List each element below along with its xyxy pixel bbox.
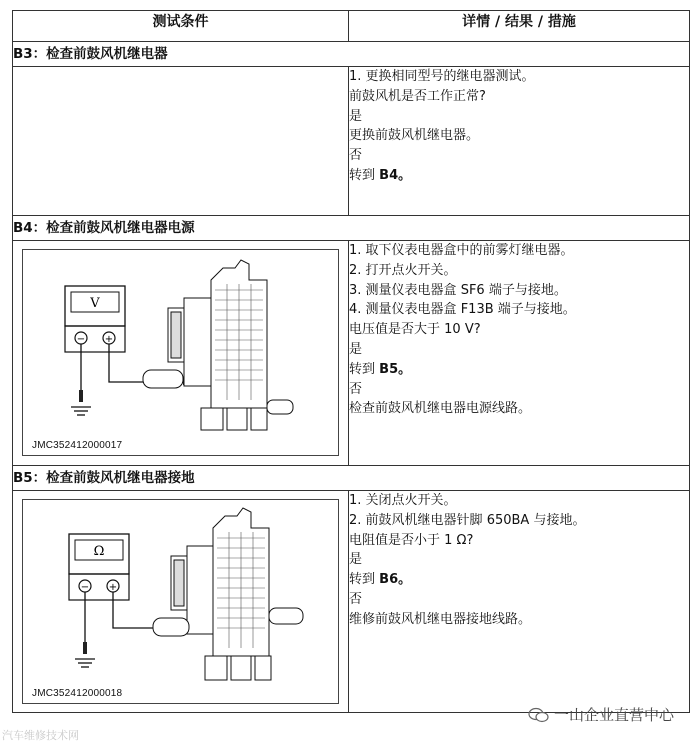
b4-step-1: 1. 取下仪表电器盒中的前雾灯继电器。: [349, 243, 574, 258]
b3-question: 前鼓风机是否工作正常?: [349, 88, 486, 104]
b4-no: 否: [349, 381, 363, 397]
b4-step-2: 2. 打开点火开关。: [349, 262, 457, 278]
section-b3-title: B3：检查前鼓风机继电器: [13, 42, 690, 67]
relay-blocks-2: [205, 656, 271, 680]
fuse-box: [143, 260, 293, 414]
header-condition: 测试条件: [13, 11, 349, 42]
b5-step-1: 1. 关闭点火开关。: [349, 493, 457, 508]
section-b3-condition: [13, 67, 349, 216]
section-b4-body-row: [13, 241, 690, 466]
ohm-meter-lower: [69, 574, 129, 600]
b5-diagram: [22, 499, 339, 704]
b5-yes-action: 转到 B6。: [349, 572, 412, 588]
ground-probe: [79, 390, 83, 402]
wechat-icon: [528, 706, 550, 724]
ohm-plus-label: +: [108, 582, 118, 593]
b3-no-action: 转到 B4。: [349, 167, 412, 183]
b3-yes-action: 更换前鼓风机继电器。: [349, 128, 480, 144]
b4-question: 电压值是否大于 10 V?: [349, 322, 481, 338]
section-b4-title: B4：检查前鼓风机继电器电源: [13, 216, 690, 241]
b5-step-2: 2. 前鼓风机继电器针脚 650BA 与接地。: [349, 512, 586, 528]
watermark-right: [528, 704, 674, 725]
section-b5-detail: [349, 491, 690, 713]
b5-question: 电阻值是否小于 1 Ω?: [349, 532, 474, 548]
section-b5-condition: [13, 491, 349, 713]
b4-diagram-svg: [23, 250, 340, 457]
minus-label: −: [76, 334, 86, 345]
b5-no: 否: [349, 591, 363, 607]
meter-lower: [65, 326, 125, 352]
watermark-left: 汽车维修技术网: [2, 729, 79, 742]
b4-yes: 是: [349, 341, 363, 357]
meter-symbol-ohm: Ω: [93, 544, 105, 559]
b4-step-4: 4. 测量仪表电器盒 F13B 端子与接地。: [349, 302, 576, 318]
b4-yes-action: 转到 B5。: [349, 361, 412, 377]
section-b5-title: B5：检查前鼓风机继电器接地: [13, 466, 690, 491]
b5-no-action: 维修前鼓风机继电器接地线路。: [349, 611, 532, 627]
ohm-ground-probe: [83, 642, 87, 654]
section-b3-title-row: [13, 42, 690, 67]
b4-step-3: 3. 测量仪表电器盒 SF6 端子与接地。: [349, 282, 567, 298]
section-b5-title-row: [13, 466, 690, 491]
section-b3-detail: [349, 67, 690, 216]
b4-diagram: [22, 249, 339, 456]
meter-symbol-v: V: [90, 296, 100, 311]
b3-yes: 是: [349, 108, 363, 124]
watermark-right-text: 一山企业直营中心: [553, 706, 674, 724]
table-header-row: [13, 11, 690, 42]
section-b4-condition: [13, 241, 349, 466]
ohm-minus-label: −: [80, 582, 90, 593]
plus-label: +: [104, 334, 114, 345]
b3-no: 否: [349, 148, 363, 164]
b4-figure-caption: JMC352412000017: [32, 440, 123, 451]
section-b5-body-row: [13, 491, 690, 713]
b3-step-1: 1. 更换相同型号的继电器测试。: [349, 69, 535, 84]
section-b4-detail: [349, 241, 690, 466]
b5-yes: 是: [349, 552, 363, 568]
test-procedure-table: [12, 10, 690, 713]
section-b4-title-row: [13, 216, 690, 241]
fuse-box-2: [153, 508, 303, 656]
b5-diagram-svg: [23, 500, 340, 705]
b4-no-action: 检查前鼓风机继电器电源线路。: [349, 401, 532, 417]
relay-blocks: [201, 408, 267, 430]
b5-figure-caption: JMC352412000018: [32, 688, 123, 699]
section-b3-body-row: [13, 67, 690, 216]
header-detail: 详情 / 结果 / 措施: [349, 11, 690, 42]
